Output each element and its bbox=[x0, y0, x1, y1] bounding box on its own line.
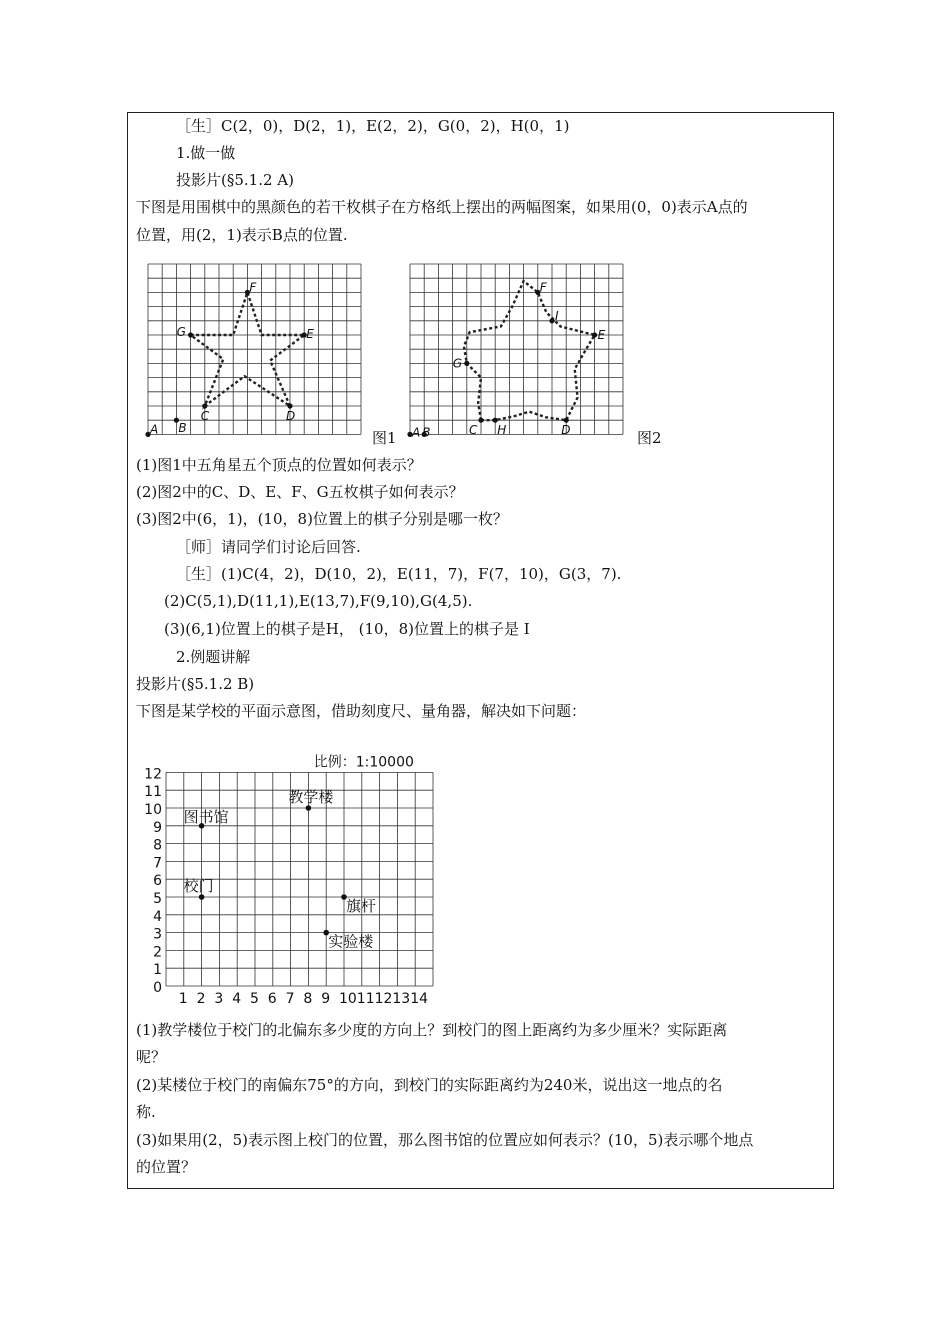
label-b: B bbox=[178, 421, 187, 436]
student-answer-2: ［生］(1)C(4，2)，D(10，2)，E(11，7)，F(7，10)，G(3，7). bbox=[176, 565, 622, 583]
label-d: D bbox=[561, 423, 571, 438]
point-g bbox=[188, 332, 193, 337]
x-tick-label: 1 bbox=[178, 991, 188, 1007]
label-g: G bbox=[176, 325, 186, 339]
section-example-title: 2.例题讲解 bbox=[176, 648, 251, 666]
y-tick-label: 12 bbox=[144, 766, 162, 783]
problem-2-line-1: (2)某楼位于校门的南偏东75°的方向，到校门的实际距离约为240米，说出这一地点的名 bbox=[136, 1076, 723, 1094]
label-a: A bbox=[412, 425, 421, 440]
label-f: F bbox=[539, 280, 547, 295]
map-point-label: 教学楼 bbox=[288, 788, 334, 806]
point-d bbox=[564, 418, 569, 423]
figure-2-caption: 图2 bbox=[637, 429, 662, 447]
y-tick-label: 9 bbox=[153, 819, 162, 836]
label-f: F bbox=[249, 280, 257, 295]
map-point-label: 实验楼 bbox=[328, 932, 374, 951]
figure-1-caption: 图1 bbox=[372, 429, 397, 447]
intro-b: 下图是某学校的平面示意图，借助刻度尺、量角器，解决如下问题： bbox=[136, 702, 587, 720]
problem-1-line-2: 呢？ bbox=[136, 1048, 167, 1066]
y-tick-label: 7 bbox=[153, 855, 162, 872]
question-3: (3)图2中(6，1)，(10，8)位置上的棋子分别是哪一枚？ bbox=[136, 510, 508, 528]
y-tick-label: 3 bbox=[153, 926, 162, 943]
map-point-label: 旗杆 bbox=[346, 897, 377, 915]
problem-3-line-2: 的位置？ bbox=[136, 1158, 197, 1176]
teacher-prompt: ［师］请同学们讨论后回答. bbox=[176, 538, 361, 556]
y-tick-label: 6 bbox=[153, 873, 162, 890]
label-e: E bbox=[597, 328, 606, 342]
point-d bbox=[287, 403, 292, 408]
x-tick-label: 8 bbox=[303, 991, 313, 1007]
x-tick-label: 13 bbox=[392, 991, 411, 1007]
figure-1-star-grid bbox=[130, 258, 410, 448]
problem-1-line-1: (1)教学楼位于校门的北偏东多少度的方向上？到校门的图上距离约为多少厘米？实际距离 bbox=[136, 1021, 728, 1039]
y-tick-label: 5 bbox=[153, 891, 162, 907]
y-tick-label: 11 bbox=[144, 784, 162, 801]
point-c bbox=[478, 418, 483, 423]
chart-title: 比例：1:10000 bbox=[313, 754, 414, 771]
x-tick-label: 5 bbox=[250, 991, 259, 1007]
y-tick-label: 10 bbox=[144, 802, 162, 818]
student-answer-3: (2)C(5,1),D(11,1),E(13,7),F(9,10),G(4,5). bbox=[164, 592, 473, 610]
question-1: (1)图1中五角星五个顶点的位置如何表示？ bbox=[136, 456, 422, 474]
intro-line-1: 下图是用围棋中的黑颜色的若干枚棋子在方格纸上摆出的两幅图案，如果用(0，0)表示A点的 bbox=[136, 198, 748, 216]
label-e: E bbox=[306, 327, 314, 341]
map-point bbox=[199, 894, 205, 900]
slide-b-label: 投影片(§5.1.2 B) bbox=[136, 675, 255, 693]
x-tick-label: 3 bbox=[214, 991, 224, 1007]
label-d: D bbox=[286, 409, 296, 423]
figure-2-star-grid bbox=[405, 258, 635, 448]
star-outline-2 bbox=[464, 281, 595, 420]
intro-line-2: 位置，用(2，1)表示B点的位置. bbox=[136, 226, 348, 244]
label-i: I bbox=[555, 308, 559, 323]
y-tick-label: 0 bbox=[153, 980, 162, 996]
student-answer-4: (3)(6,1)位置上的棋子是H， (10，8)位置上的棋子是 I bbox=[164, 620, 530, 638]
problem-2-line-2: 称. bbox=[136, 1103, 156, 1121]
x-tick-label: 11 bbox=[356, 991, 375, 1007]
slide-a-label: 投影片(§5.1.2 A) bbox=[176, 171, 294, 189]
point-h bbox=[493, 418, 498, 423]
map-point bbox=[306, 805, 312, 811]
y-tick-label: 1 bbox=[153, 962, 162, 979]
x-tick-label: 4 bbox=[232, 991, 242, 1007]
y-tick-label: 2 bbox=[153, 944, 162, 961]
x-tick-label: 2 bbox=[196, 991, 206, 1007]
point-i bbox=[549, 318, 554, 323]
x-tick-label: 14 bbox=[410, 991, 429, 1007]
label-h: H bbox=[497, 423, 507, 438]
x-tick-label: 9 bbox=[321, 991, 331, 1007]
label-c: C bbox=[200, 409, 210, 423]
student-answer-1: ［生］C(2，0)，D(2，1)，E(2，2)，G(0，2)，H(0，1) bbox=[176, 117, 570, 135]
map-point-label: 校门 bbox=[183, 877, 214, 895]
label-c: C bbox=[469, 423, 478, 438]
point-e bbox=[592, 332, 597, 337]
map-point-label: 图书馆 bbox=[183, 807, 229, 826]
x-tick-label: 10 bbox=[339, 991, 357, 1007]
label-g: G bbox=[452, 356, 463, 371]
point-g bbox=[464, 361, 469, 366]
question-2: (2)图2中的C、D、E、F、G五枚棋子如何表示？ bbox=[136, 483, 464, 501]
section-do-title: 1.做一做 bbox=[176, 144, 236, 162]
y-tick-label: 8 bbox=[153, 837, 162, 854]
label-b: B bbox=[422, 425, 431, 440]
x-tick-label: 6 bbox=[267, 991, 277, 1007]
x-tick-label: 7 bbox=[285, 991, 295, 1007]
label-a: A bbox=[150, 422, 159, 437]
point-c bbox=[202, 403, 207, 408]
x-tick-label: 12 bbox=[374, 991, 393, 1007]
problem-3-line-1: (3)如果用(2，5)表示图上校门的位置，那么图书馆的位置应如何表示？(10，5)表示哪个地点 bbox=[136, 1131, 754, 1149]
school-map-chart bbox=[136, 728, 446, 1008]
y-tick-label: 4 bbox=[153, 908, 162, 925]
